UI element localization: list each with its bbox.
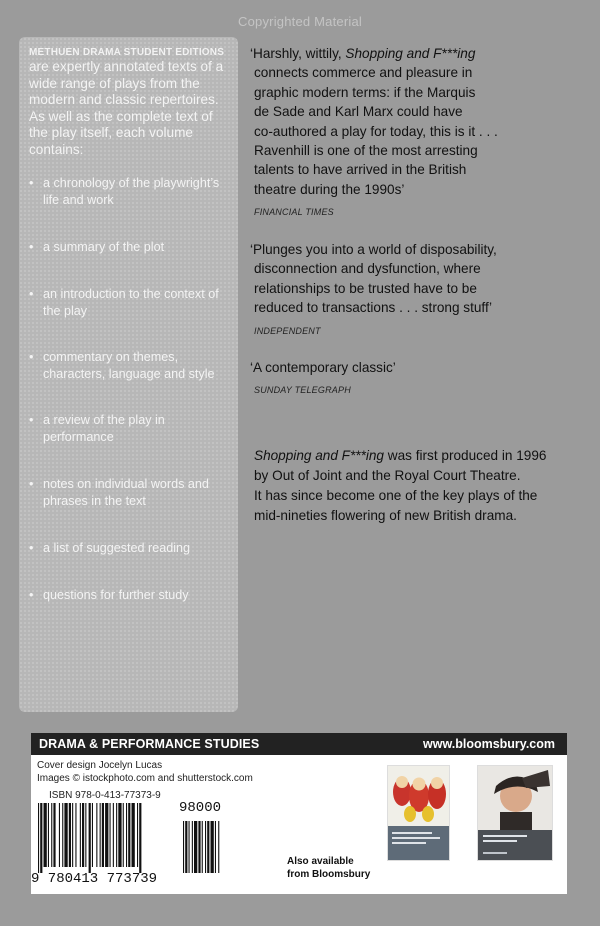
feature-list-item [29,412,234,445]
feature-list-text: a review of the play in performance [43,413,165,444]
quote-line: ‘Plunges you into a world of disposability, [250,242,497,257]
bullet-icon: • [29,350,34,364]
also-available-line: Also available [287,856,354,867]
ean-number: 9 780413 773739 [31,871,158,887]
watermark: Copyrighted Material [238,14,362,29]
quote-line: co-authored a play for today, this is it . . . [254,123,498,139]
history-line: It has since become one of the key plays of the [254,488,538,503]
bullet-icon: • [29,176,34,190]
review-quote [250,44,550,223]
website-link[interactable]: www.bloomsbury.com [423,737,555,751]
quote-line: ‘A contemporary classic’ [250,360,396,375]
feature-list-item [29,540,234,557]
book-thumbnail-dolls[interactable] [387,765,450,861]
quote-line: talents to have arrived in the British [254,162,467,178]
quote-line: reduced to transactions . . . strong stuff’ [254,300,493,316]
feature-list-text: notes on individual words and phrases in the text [43,477,209,508]
feature-list-text: questions for further study [43,588,189,602]
cover-design-credit: Cover design Jocelyn Lucas [37,760,163,771]
quote-line: Ravenhill is one of the most arresting [254,143,478,159]
feature-list-item [29,286,234,319]
footer-panel [31,733,567,894]
feature-list-item [29,239,234,256]
quote-line: disconnection and dysfunction, where [254,261,481,277]
price-code: 98000 [179,800,222,816]
quote-line: de Sade and Karl Marx could have [254,104,463,120]
quote-line: theatre during the 1990s’ [254,181,405,197]
quote-line: graphic modern terms: if the Marquis [254,84,476,100]
feature-list-text: a summary of the plot [43,240,165,254]
quote-line: ‘Harshly, wittily, Shopping and F***ing [250,46,476,61]
feature-list-item [29,587,234,604]
category-label: DRAMA & PERFORMANCE STUDIES [39,737,260,751]
quote-source: SUNDAY TELEGRAPH [254,385,351,396]
feature-list-text: a list of suggested reading [43,541,191,555]
bullet-icon: • [29,413,34,427]
bullet-icon: • [29,240,34,254]
addon-barcode [181,821,235,873]
design-credit [37,759,253,785]
book-thumbnail-portrait[interactable] [477,765,553,861]
bullet-icon: • [29,287,34,301]
history-line: was first produced in 1996 [384,448,547,463]
history-line: by Out of Joint and the Royal Court Theatre. [254,468,521,483]
feature-list-text: an introduction to the context of the play [43,287,219,318]
also-available-line: from Bloomsbury [287,869,371,880]
history-line: mid-nineties flowering of new British drama. [254,508,517,523]
bullet-icon: • [29,588,34,602]
bullet-icon: • [29,477,34,491]
barcode [36,803,178,873]
review-quote [250,240,550,341]
quote-source: INDEPENDENT [254,325,321,336]
isbn: ISBN 978-0-413-77373-9 [49,790,161,801]
play-title: Shopping and F***ing [254,448,384,463]
sidebar-heading: METHUEN DRAMA STUDENT EDITIONS [29,47,225,58]
quote-line: relationships to be trusted have to be [254,280,477,296]
bullet-icon: • [29,541,34,555]
production-history [254,446,554,526]
feature-list-item [29,175,234,208]
quote-line: connects commerce and pleasure in [254,65,473,81]
category-bar [31,733,567,755]
feature-list-item [29,349,234,382]
review-quote [250,358,550,401]
feature-list-text: a chronology of the playwright’s life and work [43,176,220,207]
quote-source: FINANCIAL TIMES [254,207,334,218]
also-available [287,855,370,881]
feature-list-text: commentary on themes, characters, language and style [43,350,215,381]
images-credit: Images © istockphoto.com and shutterstock.com [37,773,253,784]
feature-list-item [29,476,234,509]
sidebar-intro: are expertly annotated texts of a wide range of plays from the modern and classic repertoires. As well as the complete text of the play itself, each volume contains: [29,59,224,157]
